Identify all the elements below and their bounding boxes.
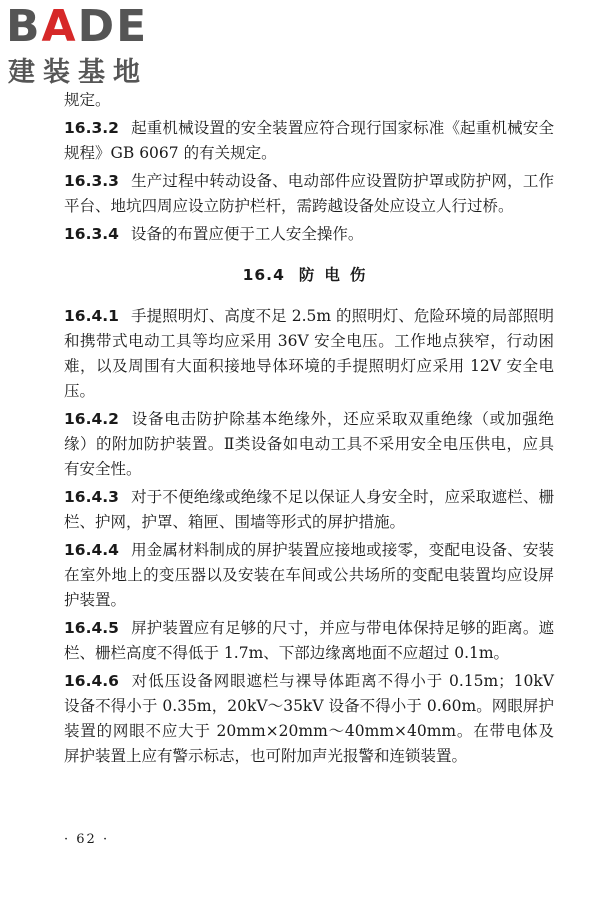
clause-16-4-4 bbox=[64, 538, 554, 613]
clause-16-4-6 bbox=[64, 669, 554, 769]
clause-number: 16.4.5 bbox=[64, 619, 119, 637]
clause-number: 16.3.3 bbox=[64, 172, 119, 190]
clause-number: 16.4.3 bbox=[64, 488, 119, 506]
clause-number: 16.4.6 bbox=[64, 672, 119, 690]
section-title: 防电伤 bbox=[298, 266, 376, 284]
clause-text: 起重机械设置的安全装置应符合现行国家标准《起重机械安全规程》GB 6067 的有关规定。 bbox=[64, 119, 554, 162]
clause-text: 设备电击防护除基本绝缘外，还应采取双重绝缘（或加强绝缘）的附加防护装置。Ⅱ类设备如电动工具不采用安全电压供电，应具有安全性。 bbox=[64, 410, 554, 478]
clause-number: 16.3.4 bbox=[64, 225, 119, 243]
logo-wordmark: BADE bbox=[6, 1, 149, 52]
bade-logo bbox=[6, 1, 176, 96]
clause-16-3-3 bbox=[64, 169, 554, 219]
document-page bbox=[64, 88, 554, 772]
page-number: · 62 · bbox=[64, 832, 110, 847]
clause-16-4-1 bbox=[64, 304, 554, 404]
clause-number: 16.3.2 bbox=[64, 119, 119, 137]
clause-text: 设备的布置应便于工人安全操作。 bbox=[130, 225, 364, 243]
clause-number: 16.4.1 bbox=[64, 307, 119, 325]
section-number: 16.4 bbox=[242, 266, 285, 284]
clause-text: 对低压设备网眼遮栏与裸导体距离不得小于 0.15m；10kV 设备不得小于 0.35m，20kV～35kV 设备不得小于 0.60m。网眼屏护装置的网眼不应大于 20mm×20mm～40mm×40mm。在带电体及屏护装置上应有警示标志，也可附加声光报警和连锁装置。 bbox=[64, 672, 554, 765]
clause-16-4-2 bbox=[64, 407, 554, 482]
clause-text: 对于不便绝缘或绝缘不足以保证人身安全时，应采取遮栏、栅栏、护网，护罩、箱匣、围墙等形式的屏护措施。 bbox=[64, 488, 554, 531]
clause-16-4-5 bbox=[64, 616, 554, 666]
section-heading bbox=[64, 263, 554, 288]
clause-16-3-2 bbox=[64, 116, 554, 166]
clause-16-4-3 bbox=[64, 485, 554, 535]
paragraph-continuation: 规定。 bbox=[64, 91, 111, 109]
clause-text: 屏护装置应有足够的尺寸，并应与带电体保持足够的距离。遮栏、栅栏高度不得低于 1.7m、下部边缘离地面不应超过 0.1m。 bbox=[64, 619, 554, 662]
clause-text: 用金属材料制成的屏护装置应接地或接零，变配电设备、安装在室外地上的变压器以及安装在车间或公共场所的变配电装置均应设屏护装置。 bbox=[64, 541, 554, 609]
clause-text: 生产过程中转动设备、电动部件应设置防护罩或防护网，工作平台、地坑四周应设立防护栏杆，需跨越设备处应设立人行过桥。 bbox=[64, 172, 554, 215]
clause-16-3-4 bbox=[64, 222, 554, 247]
clause-number: 16.4.2 bbox=[64, 410, 119, 428]
clause-text: 手提照明灯、高度不足 2.5m 的照明灯、危险环境的局部照明和携带式电动工具等均应采用 36V 安全电压。工作地点狭窄，行动困难，以及周围有大面积接地导体环境的手提照明灯应采用 12V 安全电压。 bbox=[64, 307, 554, 400]
logo-subtitle: 建装基地 bbox=[8, 57, 148, 88]
clause-number: 16.4.4 bbox=[64, 541, 119, 559]
